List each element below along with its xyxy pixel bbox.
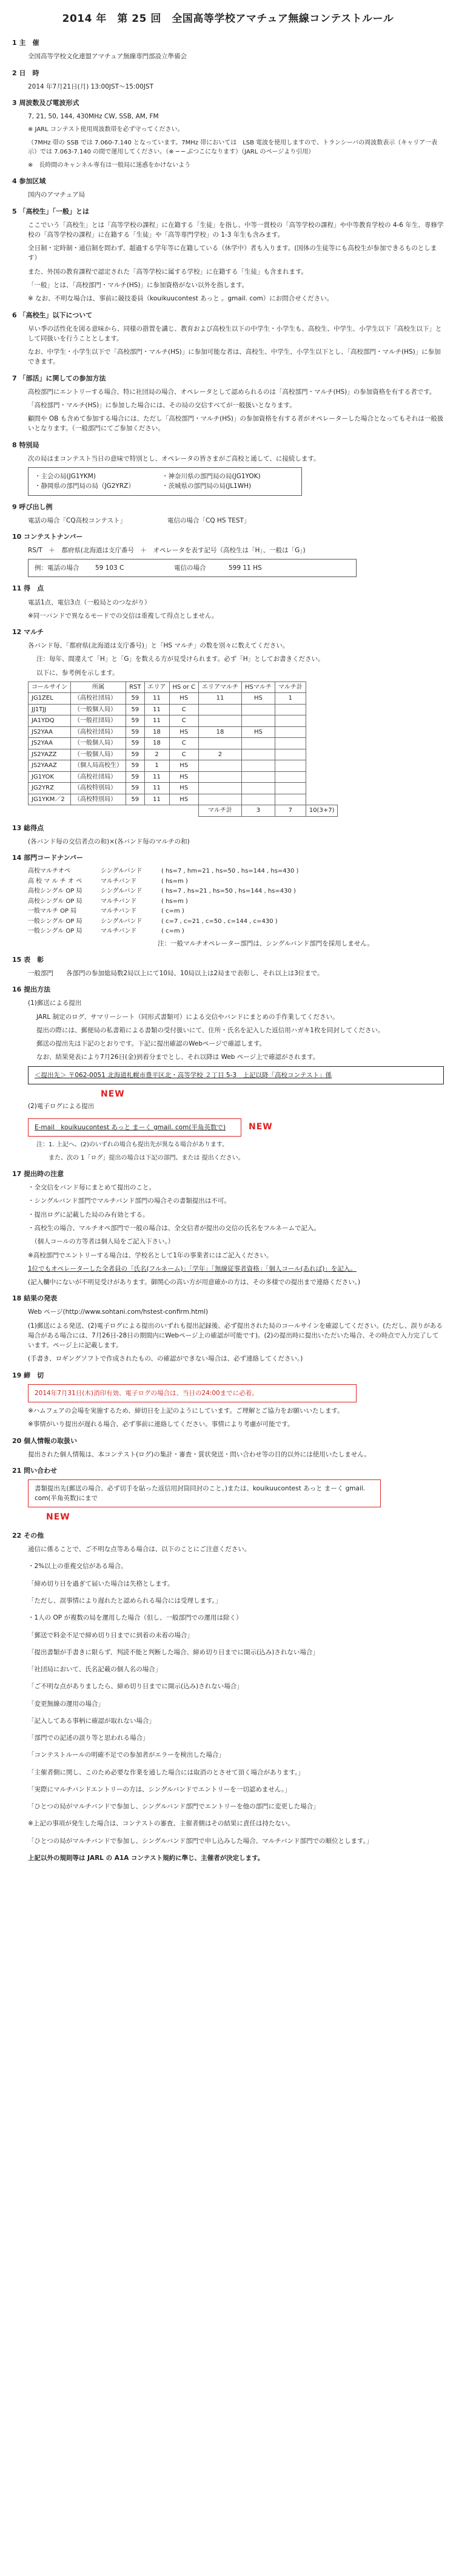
table-cell: [198, 715, 241, 727]
paragraph: 1位でもオペレーターした全者員の「氏名(フルネーム)」「学年」「無線従事者資格」「個人コール(あれば)」を記入。: [28, 1265, 357, 1273]
category-cell: 高校シングル OP 局: [28, 898, 82, 905]
table-cell: 59: [126, 704, 144, 715]
table-cell: 59: [126, 783, 144, 794]
list-item: ・2%以上の重複交信がある場合。: [28, 1563, 127, 1570]
list-item: 「記入してある事柄に確認が取れない場合」: [28, 1717, 155, 1725]
paragraph: ※同一バンドで異なるモードでの交信は重複して得点としません。: [28, 612, 218, 620]
section-frequency: [12, 98, 444, 170]
table-cell: [275, 794, 306, 805]
table-cell: HS: [241, 726, 275, 738]
table-row: [29, 726, 338, 738]
table-row: [29, 715, 338, 727]
table-cell: JG2YRZ: [29, 783, 71, 794]
table-cell: HS: [169, 693, 198, 705]
list-item: 「ご不明な点がありましたら、締め切り日までに開示(込み)されない場合」: [28, 1683, 243, 1691]
table-cell: 18: [144, 726, 169, 738]
new-badge: NEW: [249, 1122, 273, 1132]
category-cell: 一般マルチ OP 局: [28, 908, 77, 915]
section-heading: 21 問い合わせ: [12, 1466, 58, 1475]
paragraph: （個人コールの方等者は個人局をご記入下さい。）: [28, 1238, 175, 1246]
page-title: 2014 年 第 25 回 全国高等学校アマチュア無線コンテストルール: [62, 13, 394, 25]
paragraph: ここでいう「高校生」とは「高等学校の課程」に在籍する「生徒」を指し、中等一貫校の「高等学校の課程」や中等教育学校の 4-6 年生、専修学校の「高等学校の課程」に在籍する「生徒」や「高等専門学校」の 1-3 年生も含みます。: [28, 221, 444, 238]
category-cell: 一般シングル OP 局: [28, 918, 82, 925]
table-cell: 11: [198, 693, 241, 705]
table-cell: 11: [144, 693, 169, 705]
paragraph: (記入欄中にないが不明見受けがあります。御関心の高い方が用意確かの方は、その多様での提出まで連絡ください。): [28, 1279, 361, 1286]
section-school-station: [12, 373, 444, 434]
table-cell: 11: [144, 783, 169, 794]
section-heading: 15 表 彰: [12, 956, 44, 964]
section-contact: [12, 1465, 444, 1524]
paragraph: 「高校部門・マルチ(HS)」に参加した場合には、その局の交信すべてが一般扱いとなります。: [28, 401, 296, 409]
category-cell: 高 校 マ ル チ オ ペ: [28, 877, 82, 885]
section-number: [12, 532, 444, 578]
section-heading: 17 提出時の注意: [12, 1170, 64, 1178]
section-special-stations: [12, 440, 444, 496]
new-badge: NEW: [46, 1512, 70, 1523]
section-heading: 8 特別局: [12, 441, 39, 449]
section-deadline: [12, 1370, 444, 1430]
section-results: [12, 1293, 444, 1364]
note-line: 注：毎年、間違えて「H」と「G」を数える方が見受けられます。必ず「H」としてお書きください。: [36, 655, 324, 663]
table-cell: 59: [126, 726, 144, 738]
table-row: [29, 771, 338, 783]
table-cell: 18: [198, 726, 241, 738]
subheading: (2)電子ログによる提出: [28, 1102, 95, 1110]
special-station: ・神奈川県の部門局の局(JG1YOK): [162, 473, 261, 481]
paragraph: 通信に係ることで、ご不明な点等ある場合は、以下のことにご注意ください。: [28, 1546, 251, 1553]
table-cell: [198, 783, 241, 794]
call-phone: 電話の場合「CQ高校コンテスト」: [28, 516, 127, 524]
paragraph: 提出の際には、郵便局の私書箱による書類の受付扱いにて、住所・氏名を記入した返信用ハガキ1枚を同封してください。: [36, 1026, 384, 1034]
paragraph: ※ハムフェアの会場を実施するため、締切日を上記のようにしています。ご理解とご協力をお願いいたします。: [28, 1407, 344, 1415]
section-other: [12, 1530, 444, 1846]
table-cell: [275, 760, 306, 772]
category-row: [28, 917, 444, 927]
category-row: [28, 907, 444, 916]
table-row: [29, 738, 338, 749]
category-cell: マルチバンド: [101, 908, 137, 915]
table-cell: JG1ZEL: [29, 693, 71, 705]
section-heading: 14 部門コードナンバー: [12, 854, 83, 862]
list-item: 「締め切り日を過ぎて届いた場合は失格とします。: [28, 1580, 174, 1587]
paragraph: ・シングルバンド部門でマルチバンド部門の場合その書類提出は不可。: [28, 1197, 230, 1205]
table-cell: [241, 738, 275, 749]
section-categories: [12, 853, 444, 948]
category-cell: ( c=m ): [161, 928, 184, 935]
table-cell: [198, 760, 241, 772]
table-cell: [241, 749, 275, 760]
table-row: [29, 794, 338, 805]
note-line: ※ JARL コンテスト使用周波数帯を必ず守ってください。: [28, 126, 184, 134]
table-row: [29, 749, 338, 760]
table-cell: 59: [126, 715, 144, 727]
section-text: 全国高等学校文化連盟アマチュア無線専門部設立準備会: [28, 53, 187, 61]
table-cell: 59: [126, 771, 144, 783]
multi-example-table: [28, 681, 338, 817]
table-cell: [275, 704, 306, 715]
list-item: 「主催者側に関し、このため必要な作業を通した場合には取消のとさせて頂く場合があります。」: [28, 1768, 304, 1776]
column-header: HS or C: [169, 681, 198, 693]
section-heading: 5 「高校生」「一般」とは: [12, 207, 89, 215]
category-cell: シングルバンド: [101, 868, 142, 875]
list-item: 「実際にマルチバンドエントリーの方は、シングルバンドでエントリーを一切認めません。」: [28, 1785, 291, 1793]
category-cell: 高校マルチオペ: [28, 868, 70, 875]
section-heading: 10 コンテストナンバー: [12, 532, 83, 541]
table-cell: [275, 749, 306, 760]
note-line: 以下に、参考例を示します。: [36, 669, 119, 677]
table-cell: 59: [126, 794, 144, 805]
table-cell: C: [169, 715, 198, 727]
column-header: エリア: [144, 681, 169, 693]
section-heading: 20 個人情報の取扱い: [12, 1436, 78, 1445]
table-cell: （一般個人局）: [71, 704, 126, 715]
deadline-box: 2014年7月31日(木)消印有効、電子ログの場合は、当日の24:00までに必着。: [28, 1384, 357, 1402]
list-item: 「ひとつの局がマルチバンドで参加し、シングルバンド部門で申し込みした場合、マルチバンド部門での順位とします。」: [28, 1837, 373, 1845]
table-cell: 1: [144, 760, 169, 772]
special-station: ・主会の局(JG1YKM): [35, 473, 96, 481]
table-cell: [198, 794, 241, 805]
category-row: [28, 897, 444, 907]
new-badge: NEW: [101, 1089, 125, 1099]
column-header: RST: [126, 681, 144, 693]
table-cell: HS: [169, 760, 198, 772]
table-cell: （高校社団局）: [71, 771, 126, 783]
section-heading: 2 日 時: [12, 69, 39, 77]
section-call: [12, 502, 444, 526]
table-cell: （高校特別局）: [71, 783, 126, 794]
category-cell: マルチバンド: [101, 928, 137, 935]
total-all: 10(3+7): [306, 805, 338, 817]
note-line: 注：一般マルチオペレーター部門は、シングルバンド部門を採用しません。: [158, 939, 374, 947]
postal-address: ＜提出先＞ 〒062-0051 北海道札幌市豊平区北・高等学校 ２丁目 5-3 上記以降「高校コンテスト」係: [35, 1071, 332, 1079]
paragraph: なお、結果発表により7月26日(金)到着分までとし、それ以降は Web ページ上で確認がされます。: [36, 1053, 320, 1061]
list-item: 「変更無線の運用の場合」: [28, 1700, 104, 1708]
category-cell: ( hs=7 , hm=21 , hs=50 , hs=144 , hs=430 ): [161, 868, 299, 875]
example-label: 例：電話の場合: [35, 564, 79, 572]
table-cell: JS2YAA: [29, 738, 71, 749]
list-item: 「部門での記述の誤り等と思われる場合」: [28, 1734, 149, 1742]
section-heading: 18 結果の発表: [12, 1294, 58, 1303]
paragraph: また、外国の教育課程で認定された「高等学校に属する学校」に在籍する「生徒」も含まれます。: [28, 268, 308, 276]
category-row: [28, 927, 444, 936]
category-cell: 一般シングル OP 局: [28, 928, 82, 935]
table-cell: [275, 738, 306, 749]
section-heading: 4 参加区域: [12, 177, 46, 186]
section-area: [12, 176, 444, 200]
category-cell: 高校シングル OP 局: [28, 888, 82, 895]
table-cell: JS2YAA: [29, 726, 71, 738]
table-cell: 11: [144, 704, 169, 715]
table-cell: JJ1TJJ: [29, 704, 71, 715]
paragraph: 顧問や OB も含めて参加する場合には、ただし「高校部門・マルチ(HS)」の参加資格を有する者がオペレーターした場合となってもそれは一般扱いとなります。（一般部門にてご参加ください。: [28, 415, 444, 433]
category-cell: シングルバンド: [101, 888, 142, 895]
paragraph: 各バンド毎、「都府県(北海道は支庁番号)」と「HS マルチ」の数を別々に数えてください。: [28, 642, 289, 650]
call-cw: 電信の場合「CQ HS TEST」: [167, 516, 250, 524]
section-text: 国内のアマチュア局: [28, 191, 86, 199]
total-area: 3: [241, 805, 275, 817]
table-cell: [241, 794, 275, 805]
paragraph: (手書き、ロギングソフトで作成されたもの、の確認ができない場合は、必ず連絡してください。): [28, 1355, 303, 1363]
section-organizer: [12, 38, 444, 61]
table-cell: [198, 738, 241, 749]
list-item: 「社団局において、氏名記載の個人名の場合」: [28, 1666, 162, 1674]
list-item: 「郵送で料金不足で締め切り日までに到着の未着の場合」: [28, 1631, 193, 1639]
table-cell: JS2YAZZ: [29, 749, 71, 760]
footer-note: [12, 1853, 444, 1863]
table-cell: （高校社団局）: [71, 726, 126, 738]
table-cell: 59: [126, 693, 144, 705]
section-text: 2014 年7月21日(月) 13:00JST〜15:00JST: [28, 83, 154, 90]
table-cell: C: [169, 749, 198, 760]
table-cell: 2: [198, 749, 241, 760]
section-heading: 7 「部活」に関しての参加方法: [12, 374, 106, 382]
table-row: [29, 783, 338, 794]
category-cell: マルチバンド: [101, 877, 137, 885]
table-cell: JA1YDQ: [29, 715, 71, 727]
table-cell: C: [169, 738, 198, 749]
section-text: (各バンド毎の交信者点の和)×(各バンド毎のマルチの和): [28, 837, 190, 845]
paragraph: 電話1点、電信3点（一般局とのつながり）: [28, 598, 151, 606]
footer-text: 上記以外の規則等は JARL の A1A コンテスト規約に準じ、主催者が決定します。: [28, 1854, 264, 1862]
column-header: HSマルチ: [241, 681, 275, 693]
list-item: 「コンテストルールの明確不足での参加者がエラーを検出した場合」: [28, 1751, 225, 1759]
table-cell: JS2YAAZ: [29, 760, 71, 772]
special-station-box: [28, 467, 302, 496]
table-cell: 1: [275, 693, 306, 705]
paragraph: ・高校生の場合、マルチオペ部門で一般の場合は、全交信者が提出の交信の氏名をフルネームで記入。: [28, 1225, 321, 1232]
section-award: [12, 955, 444, 978]
list-item: 「ひとつの局がマルチバンドで参加し、シングルバンド部門でエントリーを他の部門に変更した場合」: [28, 1803, 320, 1811]
subheading: (1)郵送による提出: [28, 999, 82, 1007]
section-heading: 22 その他: [12, 1532, 44, 1540]
section-privacy: [12, 1436, 444, 1459]
table-cell: （高校社団局）: [71, 693, 126, 705]
category-cell: ( c=m ): [161, 908, 184, 915]
list-item: ・1人の OP が複数の局を運用した場合（但し、一般部門での運用は除く）: [28, 1614, 243, 1622]
table-cell: 11: [144, 794, 169, 805]
table-cell: HS: [169, 726, 198, 738]
table-cell: [241, 783, 275, 794]
example-value: 59 103 C: [95, 564, 124, 572]
table-cell: （一般個人局）: [71, 738, 126, 749]
category-cell: ( hs=m ): [161, 898, 188, 905]
total-label: マルチ計: [198, 805, 241, 817]
table-cell: 2: [144, 749, 169, 760]
table-cell: 59: [126, 749, 144, 760]
section-hs-rule: [12, 310, 444, 367]
table-row: [29, 760, 338, 772]
table-cell: HS: [169, 783, 198, 794]
section-datetime: [12, 68, 444, 92]
paragraph: 早い季の活性化を図る意味から、同様の措置を講じ、教育および高校生以下の中学生・小学生も、高校生、中学生、小学生以下「高校生以下」として同扱いを行うこととします。: [28, 325, 442, 342]
section-heading: 3 周波数及び電波形式: [12, 98, 79, 107]
table-cell: HS: [169, 771, 198, 783]
paragraph: ※事情がいり提出が遅れる場合、必ず事前に連絡してください。事情により考慮が可能です。: [28, 1421, 294, 1428]
paragraph: 全日制・定時制・通信制を問わず、超過する学年等に在籍している（休学中）者も入ります。(国体の生徒等にも高校生が参加できるものとします）: [28, 245, 437, 262]
paragraph: ・全交信をバンド毎にまとめて提出のこと。: [28, 1184, 155, 1192]
table-cell: （一般社団局）: [71, 715, 126, 727]
category-row: [28, 887, 444, 896]
table-cell: 59: [126, 738, 144, 749]
column-header: 所属: [71, 681, 126, 693]
results-url: Web ページ(http://www.sohtani.com/hstest-confirm.html): [28, 1308, 209, 1316]
section-text: 提出された個人情報は、本コンテスト(ログ)の集計・審査・賞状発送・問い合わせ等の目的以外には使用いたしません。: [28, 1450, 370, 1458]
note-line: （7MHz 帯の SSB では 7.060-7.140 となっています。7MHz 帯においては LSB 電波を使用しますので、トランシーバの周波数表示（キャリア一表示）では 7.063-7.140 の間で運用してください。（※ ─ ─ ぶつこになります）（JARL のページより引用）: [28, 139, 438, 156]
section-heading: 6 「高校生」以下について: [12, 311, 93, 319]
contact-box: 書類提出先(郵送の場合、必ず切手を貼った返信用封筒同封のこと。)または、kouikuucontest あっと まーく gmail. com(半角英数)にまで: [28, 1479, 381, 1508]
paragraph: RS/T ＋ 都府県(北海道は支庁番号 ＋ オペレータを表す記号（高校生は「H」、一般は「G」): [28, 546, 306, 554]
table-cell: （個人局高校生）: [71, 760, 126, 772]
number-example-box: [28, 559, 357, 577]
table-cell: 11: [144, 771, 169, 783]
list-item: 「ただし、誤事情により遅れたと認められる場合には受理します。」: [28, 1597, 222, 1604]
category-row: [28, 867, 444, 876]
paragraph: ※高校部門でエントリーする場合は、学校名として1年の事業者にはご記入ください。: [28, 1251, 273, 1259]
section-score: [12, 583, 444, 621]
table-cell: [275, 783, 306, 794]
paragraph: ・提出ログに記載した局のみ有効とする。: [28, 1211, 149, 1219]
paragraph: ※ なお、不明な場合は、事前に競技委員（kouikuucontest あっと 。gmail. com）にお問合せください。: [28, 295, 334, 303]
table-cell: 59: [126, 760, 144, 772]
email-address: E-mail kouikuucontest あっと まーく gmail. com(半角英数で): [35, 1123, 226, 1131]
section-text: 一般部門 各部門の参加総局数2局以上にて10局、10局以上は2局まで表彰し、それ以上は3位まで。: [28, 970, 324, 978]
category-cell: シングルバンド: [101, 918, 142, 925]
section-heading: 16 提出方法: [12, 985, 51, 994]
table-total-row: [29, 805, 338, 817]
table-cell: HS: [241, 693, 275, 705]
table-cell: （一般個人局）: [71, 749, 126, 760]
example-value: 599 11 HS: [229, 564, 262, 572]
table-cell: [275, 726, 306, 738]
paragraph: 高校部門にエントリーする場合、特に社団局の場合、オペレータとして認められるのは「高校部門・マルチ(HS)」の参加資格を有する者です。: [28, 388, 436, 396]
section-log: [12, 984, 444, 1163]
section-text: 7, 21, 50, 144, 430MHz CW, SSB, AM, FM: [28, 113, 159, 121]
table-cell: [241, 771, 275, 783]
table-cell: [241, 760, 275, 772]
paragraph: なお、中学生・小学生以下で「高校部門・マルチ(HS)」に参加可能な者は、高校生、中学生、小学生以下とし、「高校部門・マルチ(HS)」に参加できます。: [28, 348, 441, 366]
table-cell: 18: [144, 738, 169, 749]
postal-address-box: [28, 1066, 444, 1084]
table-cell: C: [169, 704, 198, 715]
section-heading: 11 得 点: [12, 584, 44, 593]
table-cell: [198, 771, 241, 783]
section-heading: 13 総得点: [12, 823, 44, 832]
note-line: ※ 長時間のキャンネル専有は一般局に迷惑をかけないよう: [28, 161, 191, 169]
section-heading: 12 マルチ: [12, 628, 44, 637]
table-cell: JG1YOK: [29, 771, 71, 783]
special-station: ・茨城県の部門局の局(JL1WH): [162, 482, 252, 490]
paragraph: JARL 制定のログ、サマリーシート（同形式書類可）による交信やバンドにまとめの手作業してください。: [36, 1013, 339, 1021]
column-header: エリアマルチ: [198, 681, 241, 693]
paragraph: 「一般」とは、「高校部門・マルチ(HS)」に参加資格がない以外を指します。: [28, 281, 249, 289]
table-cell: [241, 715, 275, 727]
section-heading: 1 主 催: [12, 39, 39, 47]
category-cell: ( hs=7 , hs=21 , hs=50 , hs=144 , hs=430 ): [161, 888, 296, 895]
category-cell: マルチバンド: [101, 898, 137, 905]
category-cell: ( hs=m ): [161, 877, 188, 885]
total-hs: 7: [275, 805, 306, 817]
paragraph: (1)郵送による発送、(2)電子ログによる提出のいずれも提出記録後、必ず提出された局のコールサインを確認してください。(ただし、誤りがある場合がある場合には、7月26日-28日の期間内にWebページ上の確認が可能です)。(2)の提出時に提出いただいた場合、その時点で入力完了しています。ページ上に記載します。: [28, 1322, 443, 1350]
table-cell: [241, 704, 275, 715]
section-total-score: [12, 823, 444, 847]
category-row: [28, 877, 444, 887]
section-submission-notes: [12, 1169, 444, 1287]
table-row: [29, 693, 338, 705]
table-cell: [198, 704, 241, 715]
paragraph: 郵送の提出先は下記のとおりです。下記に提出確認のWebページで確認します。: [36, 1040, 266, 1048]
special-station: ・静岡県の部門局の局（JG2YRZ）: [35, 482, 135, 490]
table-cell: （高校特別局）: [71, 794, 126, 805]
table-cell: [275, 771, 306, 783]
section-hs-definition: [12, 206, 444, 304]
table-cell: HS: [169, 794, 198, 805]
example-label: 電信の場合: [174, 564, 206, 572]
table-row: [29, 704, 338, 715]
table-header-row: [29, 681, 338, 693]
section-heading: 9 呼び出し例: [12, 502, 53, 511]
column-header: コールサイン: [29, 681, 71, 693]
category-cell: ( c=7 , c=21 , c=50 , c=144 , c=430 ): [161, 918, 278, 925]
section-heading: 19 締 切: [12, 1371, 44, 1379]
note-line: 注：1. 上記へ、(2)のいずれの場合も提出先が異なる場合があります。: [36, 1141, 229, 1149]
list-item: 「提出書類が手書きに限らず、判読不能と判断した場合、締め切り日までに開示(込み)されない場合」: [28, 1648, 319, 1656]
column-header: マルチ計: [275, 681, 306, 693]
section-multi: [12, 627, 444, 817]
paragraph: 次の局はまコンテスト当日の意味で特別とし、オペレータの皆さまがご高校と通して、に接続します。: [28, 455, 320, 462]
table-cell: 11: [144, 715, 169, 727]
table-cell: [275, 715, 306, 727]
table-cell: JG1YKM／2: [29, 794, 71, 805]
list-item: ※上記の事項が発生した場合は、コンテストの審査、主催者側はその結果に責任は持たない。: [28, 1820, 294, 1828]
email-box: [28, 1118, 241, 1137]
note-line: また、次の 1「ログ」提出の場合は下記の部門、または 提出ください。: [36, 1154, 244, 1161]
